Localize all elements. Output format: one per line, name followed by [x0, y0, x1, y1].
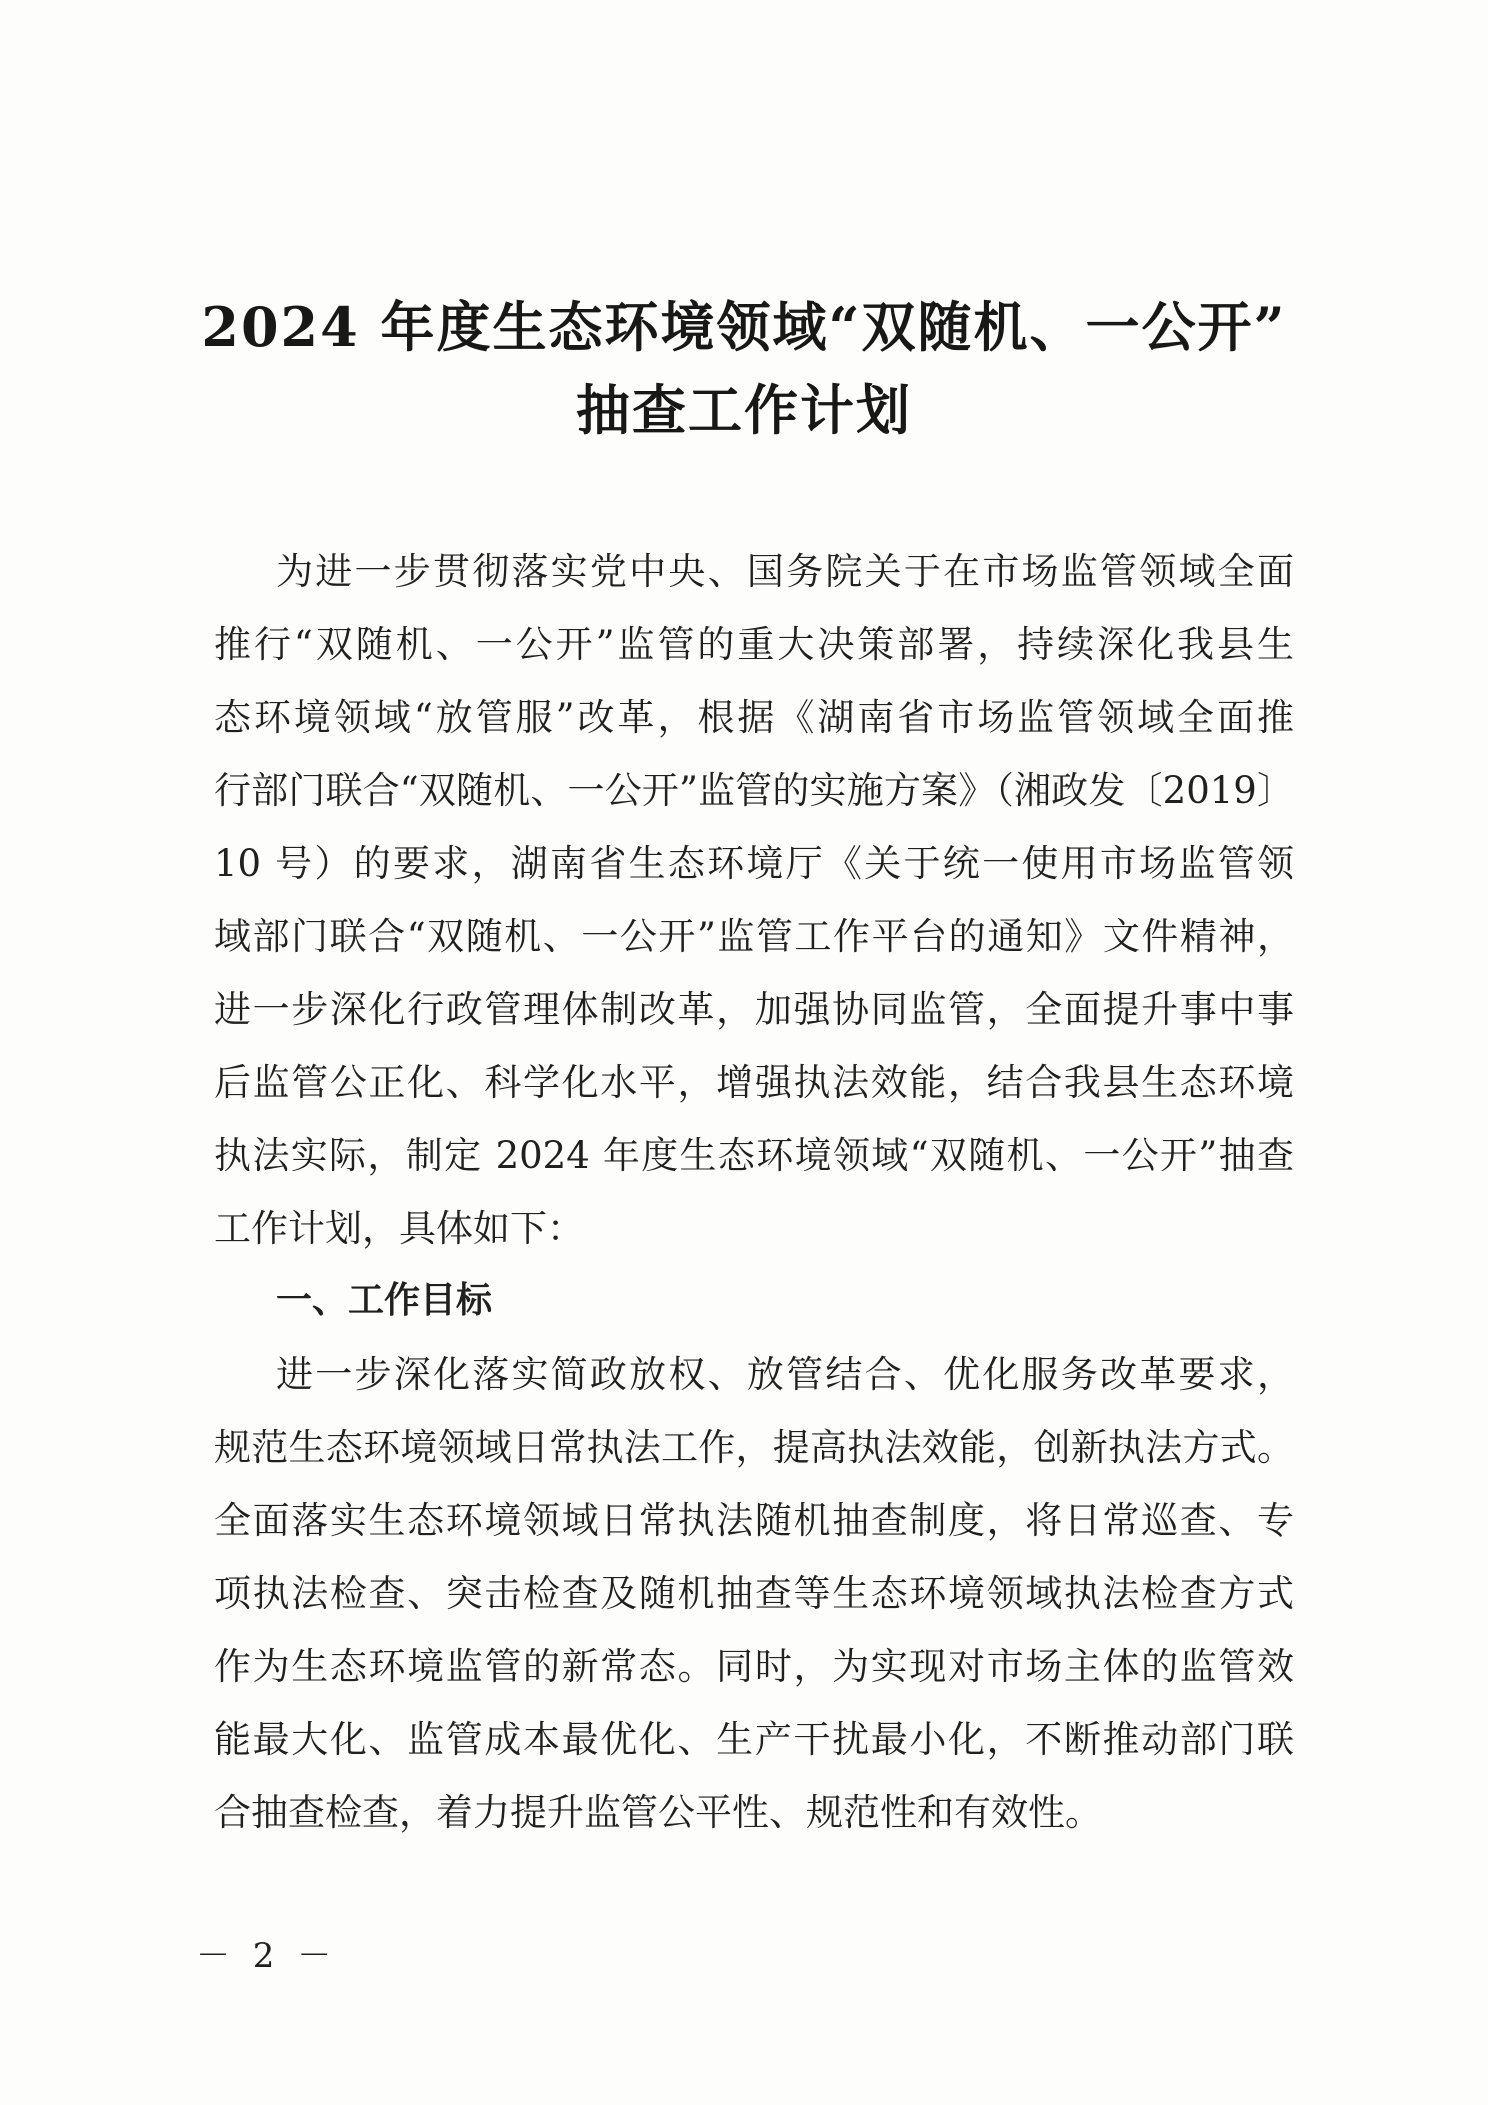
- section-paragraph-line: 规范生态环境领域日常执法工作，提高执法效能，创新执法方式。: [214, 1426, 1294, 1469]
- section-paragraph-line: 全面落实生态环境领域日常执法随机抽查制度，将日常巡查、专: [214, 1499, 1294, 1542]
- intro-paragraph-line: 执法实际，制定 2024 年度生态环境领域“双随机、一公开”抽查: [214, 1134, 1294, 1177]
- document-title-line-2: 抽查工作计划: [576, 378, 912, 442]
- section-paragraph-line: 合抽查检查，着力提升监管公平性、规范性和有效性。: [214, 1791, 1102, 1834]
- page-number: － 2 －: [196, 1936, 338, 1976]
- intro-paragraph-line: 域部门联合“双随机、一公开”监管工作平台的通知》文件精神，: [214, 915, 1294, 958]
- section-paragraph-line: 能最大化、监管成本最优化、生产干扰最小化，不断推动部门联: [214, 1718, 1294, 1761]
- section-paragraph-line: 作为生态环境监管的新常态。同时，为实现对市场主体的监管效: [214, 1645, 1294, 1688]
- intro-paragraph-line: 推行“双随机、一公开”监管的重大决策部署，持续深化我县生: [214, 623, 1294, 666]
- intro-paragraph-line: 为进一步贯彻落实党中央、国务院关于在市场监管领域全面: [276, 550, 1294, 593]
- intro-paragraph-line: 态环境领域“放管服”改革，根据《湖南省市场监管领域全面推: [214, 696, 1294, 739]
- intro-paragraph-line: 工作计划，具体如下：: [214, 1207, 584, 1250]
- intro-paragraph-line: 进一步深化行政管理体制改革，加强协同监管，全面提升事中事: [214, 988, 1294, 1031]
- intro-paragraph-line: 后监管公正化、科学化水平，增强执法效能，结合我县生态环境: [214, 1061, 1294, 1104]
- section-paragraph-line: 进一步深化落实简政放权、放管结合、优化服务改革要求，: [276, 1353, 1294, 1396]
- document-title-line-1: 2024 年度生态环境领域“双随机、一公开”: [201, 295, 1287, 359]
- section-paragraph-line: 项执法检查、突击检查及随机抽查等生态环境领域执法检查方式: [214, 1572, 1294, 1615]
- section-heading-work-goals: 一、工作目标: [276, 1280, 493, 1321]
- intro-paragraph-line: 行部门联合“双随机、一公开”监管的实施方案》（湘政发〔2019〕: [214, 769, 1294, 812]
- intro-paragraph-line: 10 号）的要求，湖南省生态环境厅《关于统一使用市场监管领: [214, 842, 1294, 885]
